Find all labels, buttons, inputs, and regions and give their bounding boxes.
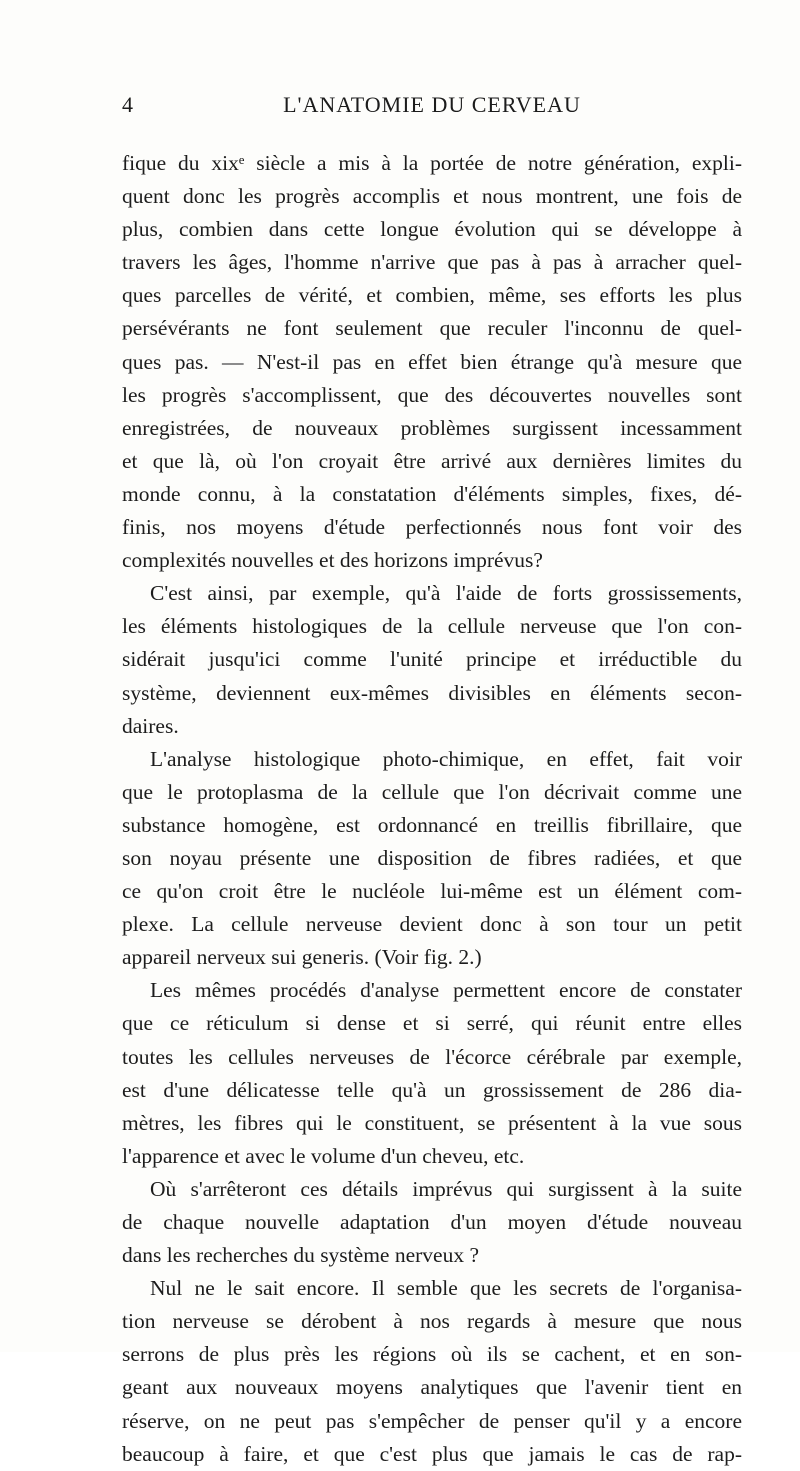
text-line: l'apparence et avec le volume d'un cheveu, etc.: [122, 1143, 525, 1168]
text-line: fique du xixᵉ siècle a mis à la portée de notre génération, expli-: [122, 151, 742, 175]
text-line: daires.: [122, 713, 179, 738]
text-line: système, deviennent eux-mêmes divisibles en éléments secon-: [122, 680, 742, 705]
text-line: que le protoplasma de la cellule que l'on décrivait comme une: [122, 779, 742, 804]
text-line: L'analyse histologique photo-chimique, en effet, fait voir: [150, 746, 742, 771]
text-line: ce qu'on croit être le nucléole lui-même est un élément com-: [122, 879, 742, 904]
text-line: les éléments histologiques de la cellule nerveuse que l'on con-: [122, 614, 742, 639]
text-line: plus, combien dans cette longue évolution qui se développe à: [122, 217, 742, 242]
page-number: 4: [122, 92, 133, 117]
text-line: tion nerveuse se dérobent à nos regards à mesure que nous: [122, 1309, 742, 1334]
text-line: complexités nouvelles et des horizons imprévus?: [122, 548, 543, 573]
text-line: beaucoup à faire, et que c'est plus que jamais le cas de rap-: [122, 1441, 742, 1466]
text-line: serrons de plus près les régions où ils se cachent, et en son-: [122, 1342, 742, 1367]
text-line: travers les âges, l'homme n'arrive que pas à pas à arracher quel-: [122, 250, 742, 275]
text-line: et que là, où l'on croyait être arrivé aux dernières limites du: [122, 448, 742, 473]
text-line: plexe. La cellule nerveuse devient donc à son tour un petit: [122, 912, 742, 937]
text-line: ques pas. — N'est-il pas en effet bien étrange qu'à mesure que: [122, 349, 742, 374]
running-title: L'ANATOMIE DU CERVEAU: [283, 92, 581, 117]
text-line: Les mêmes procédés d'analyse permettent encore de constater: [150, 978, 742, 1003]
text-line: ques parcelles de vérité, et combien, même, ses efforts les plus: [122, 283, 742, 308]
text-line: réserve, on ne peut pas s'empêcher de penser qu'il y a encore: [122, 1408, 742, 1433]
text-line: toutes les cellules nerveuses de l'écorce cérébrale par exemple,: [122, 1044, 742, 1069]
page-header: [122, 92, 742, 122]
text-line: substance homogène, est ordonnancé en treillis fibrillaire, que: [122, 812, 742, 837]
text-line: persévérants ne font seulement que reculer l'inconnu de quel-: [122, 316, 742, 341]
text-line: son noyau présente une disposition de fibres radiées, et que: [122, 845, 742, 870]
text-line: les progrès s'accomplissent, que des découvertes nouvelles sont: [122, 382, 742, 407]
text-line: C'est ainsi, par exemple, qu'à l'aide de forts grossissements,: [150, 581, 742, 606]
text-line: de chaque nouvelle adaptation d'un moyen d'étude nouveau: [122, 1210, 742, 1234]
text-line: enregistrées, de nouveaux problèmes surgissent incessamment: [122, 415, 742, 440]
text-line: Où s'arrêteront ces détails imprévus qui surgissent à la suite: [150, 1176, 742, 1201]
text-line: Nul ne le sait encore. Il semble que les secrets de l'organisa-: [150, 1276, 742, 1301]
text-line: finis, nos moyens d'étude perfectionnés nous font voir des: [122, 515, 742, 540]
text-line: dans les recherches du système nerveux ?: [122, 1243, 479, 1268]
text-line: geant aux nouveaux moyens analytiques que l'avenir tient en: [122, 1375, 742, 1400]
text-line: que ce réticulum si dense et si serré, qui réunit entre elles: [122, 1011, 742, 1036]
text-line: appareil nerveux sui generis. (Voir fig. 2.): [122, 945, 482, 970]
text-line: mètres, les fibres qui le constituent, se présentent à la vue sous: [122, 1110, 742, 1135]
text-line: monde connu, à la constatation d'éléments simples, fixes, dé-: [122, 481, 742, 506]
text-line: est d'une délicatesse telle qu'à un grossissement de 286 dia-: [122, 1077, 742, 1102]
text-line: sidérait jusqu'ici comme l'unité principe et irréductible du: [122, 647, 742, 672]
body-text: [122, 147, 742, 1471]
text-line: quent donc les progrès accomplis et nous montrent, une fois de: [122, 184, 742, 209]
